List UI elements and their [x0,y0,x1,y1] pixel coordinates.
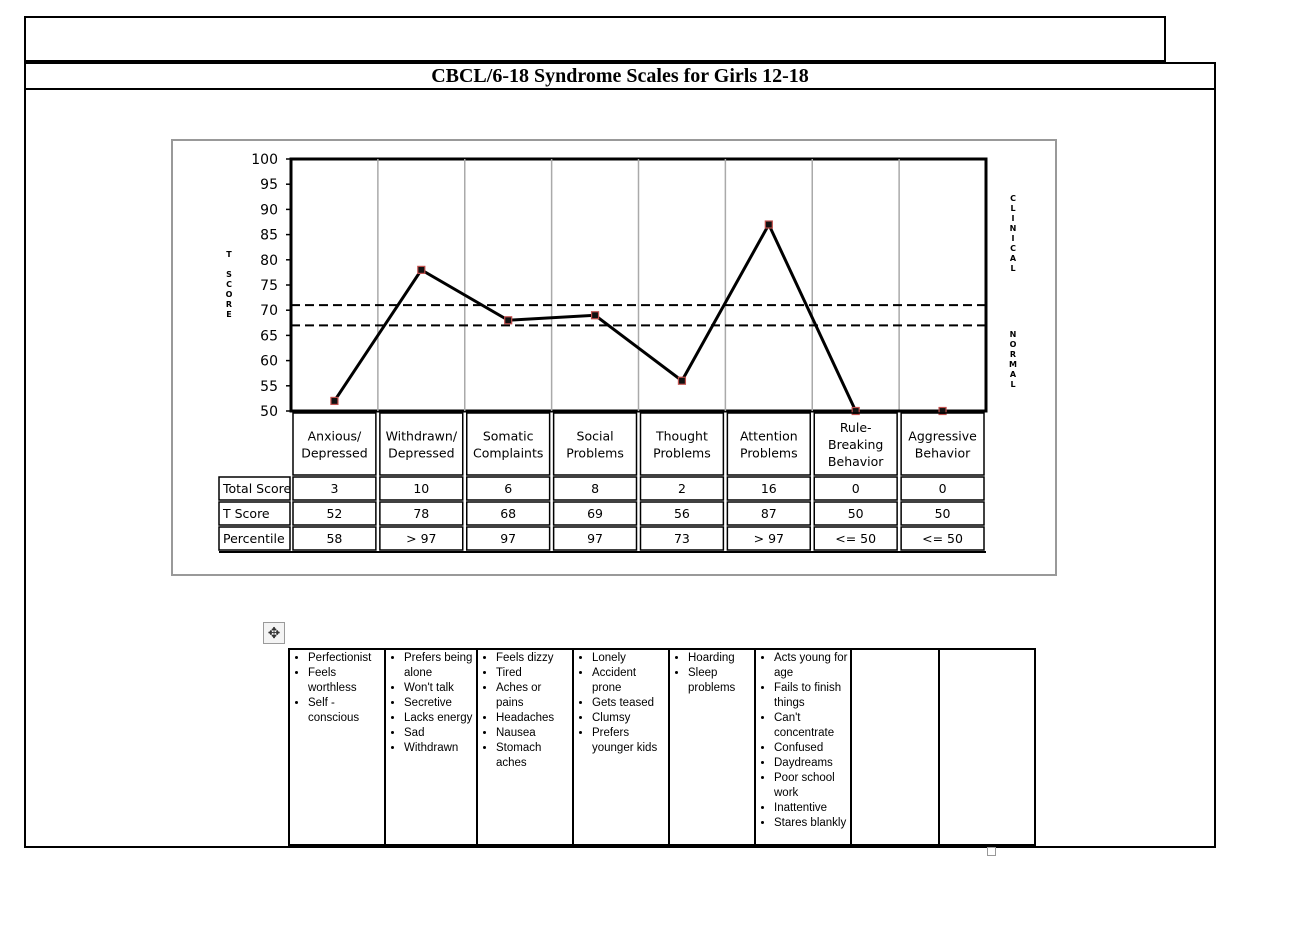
score-value: 52 [326,506,343,521]
score-value: 78 [413,506,430,521]
table-resize-handle[interactable] [987,847,996,856]
score-value: 58 [326,531,343,546]
score-value: 69 [587,506,604,521]
items-list [292,651,382,726]
category-box [554,413,637,475]
side-label-letter: A [1009,254,1017,263]
item-entry: • Poor school work [774,771,848,801]
category-label: Depressed [388,445,455,461]
y-tick-label: 65 [260,328,278,345]
items-column [851,649,939,845]
y-tick-label: 95 [260,177,278,194]
score-value: 97 [500,531,517,546]
score-value: > 97 [406,531,437,546]
item-entry: • Acts young for age [774,651,848,681]
score-row-label: Percentile [223,531,285,546]
data-point [418,266,425,273]
side-label-letter: S [226,270,232,279]
score-value: 0 [938,481,947,496]
category-label: Depressed [301,445,368,461]
category-box [641,413,724,475]
category-label: Somatic [482,428,534,444]
y-tick-label: 80 [260,252,278,269]
category-box [293,413,376,475]
score-value: 2 [677,481,686,496]
item-entry: • Feels dizzy [496,651,570,666]
score-value: 87 [760,506,777,521]
side-label-letter: C [1010,194,1016,203]
y-tick-label: 50 [260,404,278,420]
side-label-letter: A [1009,370,1017,379]
table-move-handle-icon[interactable]: ✥ [263,622,285,644]
item-entry: • Clumsy [592,711,666,726]
item-entry: • Can't concentrate [774,711,848,741]
score-value: 3 [330,481,339,496]
score-value: 68 [500,506,517,521]
item-entry: • Sleep problems [688,666,752,696]
item-entry: • Withdrawn [404,741,474,756]
data-point [678,377,685,384]
side-label-letter: O [225,290,233,299]
side-label-letter: T [226,250,232,259]
category-label: Complaints [472,445,544,461]
page-title: CBCL/6-18 Syndrome Scales for Girls 12-18 [24,62,1216,90]
side-label-letter: I [1011,214,1015,223]
item-entry: • Headaches [496,711,570,726]
item-entry: • Lacks energy [404,711,474,726]
items-list [758,651,848,831]
y-tick-label: 70 [260,303,278,320]
score-value: <= 50 [835,531,877,546]
items-column [289,649,385,845]
side-label-letter: C [226,280,232,289]
score-value: 10 [413,481,430,496]
item-entry: • Daydreams [774,756,848,771]
y-tick-label: 60 [260,353,278,370]
y-tick-label: 55 [260,378,278,395]
y-tick-label: 85 [260,227,278,244]
data-point [592,312,599,319]
category-label: Problems [740,445,798,461]
item-entry: • Stares blankly [774,816,848,831]
y-tick-label: 90 [260,202,278,219]
items-column [669,649,755,845]
items-list [672,651,752,696]
item-entry: • Feels worthless [308,666,382,696]
category-label: Behavior [827,454,884,469]
item-entry: • Accident prone [592,666,666,696]
side-label-letter: O [1009,340,1017,349]
side-label-letter: C [1010,244,1016,253]
y-tick-label: 100 [251,152,278,168]
items-list [480,651,570,771]
items-column [477,649,573,845]
items-list [576,651,666,756]
score-value: 73 [673,531,690,546]
category-label: Aggressive [908,428,977,444]
item-entry: • Fails to finish things [774,681,848,711]
side-label-letter: L [1010,264,1016,273]
side-label-letter: R [225,300,233,309]
item-entry: • Nausea [496,726,570,741]
category-label: Behavior [914,445,971,461]
category-label: Breaking [828,437,884,452]
item-entry: • Sad [404,726,474,741]
items-table [288,648,1036,846]
item-entry: • Won't talk [404,681,474,696]
items-column [755,649,851,845]
score-row-label: Total Score [223,481,292,496]
items-column [939,649,1035,845]
item-entry: • Stomach aches [496,741,570,771]
category-box [727,413,810,475]
side-label-letter: L [1010,380,1016,389]
y-tick-label: 75 [260,278,278,294]
side-label-letter: M [1009,360,1017,369]
item-entry: • Gets teased [592,696,666,711]
side-label-letter: N [1009,224,1017,233]
score-value: 50 [847,506,864,521]
data-point [331,397,338,404]
items-list [388,651,474,756]
item-entry: • Self - conscious [308,696,382,726]
category-label: Problems [653,445,711,461]
item-entry: • Confused [774,741,848,756]
side-label-letter: R [1009,350,1017,359]
item-entry: • Perfectionist [308,651,382,666]
items-column [385,649,477,845]
category-label: Anxious/ [307,428,362,444]
side-label-letter: E [226,310,232,319]
score-value: <= 50 [922,531,963,546]
score-value: 8 [591,481,600,496]
side-label-letter: N [1009,330,1017,339]
score-value: > 97 [753,531,784,546]
items-row [289,649,1035,845]
side-label-letter: I [1011,234,1015,243]
category-box [380,413,463,475]
item-entry: • Secretive [404,696,474,711]
category-label: Attention [739,428,798,444]
item-entry: • Inattentive [774,801,848,816]
side-label-letter: L [1010,204,1016,213]
data-point [765,221,772,228]
score-value: 50 [934,506,951,521]
category-box [467,413,550,475]
item-entry: • Aches or pains [496,681,570,711]
score-value: 97 [587,531,604,546]
score-value: 6 [504,481,513,496]
items-column [573,649,669,845]
score-value: 56 [673,506,690,521]
category-label: Rule- [839,420,872,435]
score-row-label: T Score [223,506,270,521]
item-entry: • Hoarding [688,651,752,666]
category-label: Social [576,428,614,444]
score-value: 16 [760,481,777,496]
category-label: Problems [566,445,624,461]
category-label: Thought [655,428,708,444]
category-box [901,413,984,475]
item-entry: • Lonely [592,651,666,666]
category-label: Withdrawn/ [385,428,458,444]
score-value: 0 [851,481,860,496]
data-point [505,317,512,324]
item-entry: • Prefers being alone [404,651,474,681]
item-entry: • Tired [496,666,570,681]
item-entry: • Prefers younger kids [592,726,666,756]
